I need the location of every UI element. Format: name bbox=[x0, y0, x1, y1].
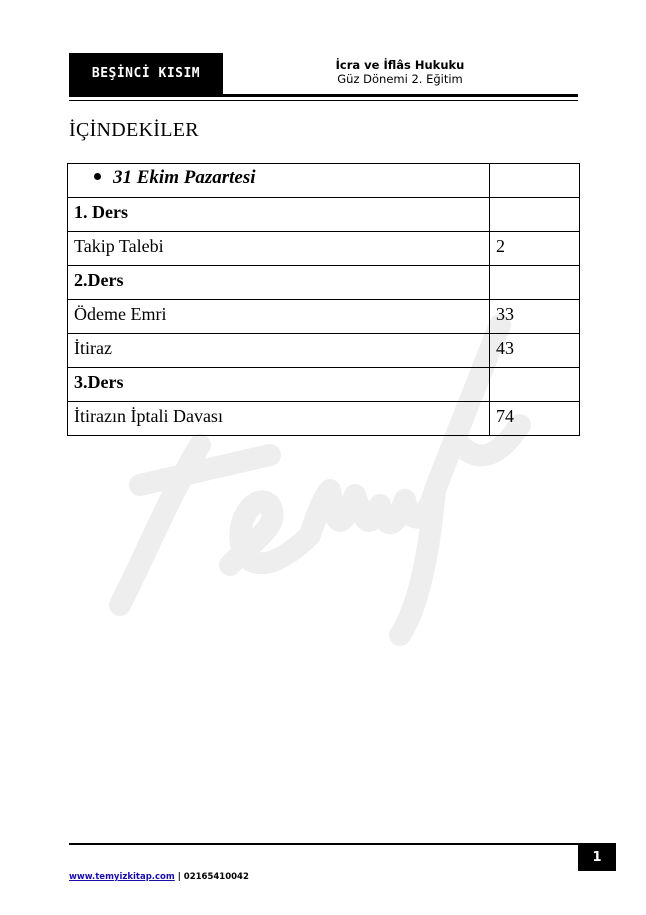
toc-label[interactable]: Takip Talebi bbox=[68, 232, 490, 266]
toc-page bbox=[490, 266, 580, 300]
toc-page: 74 bbox=[490, 402, 580, 436]
header-subtitle: Güz Dönemi 2. Eğitim bbox=[337, 72, 463, 86]
website-link[interactable]: www.temyizkitap.com bbox=[69, 872, 175, 882]
page-number: 1 bbox=[578, 843, 616, 871]
table-row bbox=[68, 198, 580, 232]
header-info bbox=[300, 58, 500, 87]
table-row bbox=[68, 368, 580, 402]
table-row[interactable] bbox=[68, 300, 580, 334]
table-row bbox=[68, 164, 580, 198]
table-row[interactable] bbox=[68, 232, 580, 266]
toc-table bbox=[67, 163, 580, 436]
header-rule-thick bbox=[69, 94, 578, 97]
toc-label: 31 Ekim Pazartesi bbox=[113, 167, 256, 188]
phone-number: 02165410042 bbox=[183, 872, 249, 882]
toc-page bbox=[490, 368, 580, 402]
toc-heading: İÇİNDEKİLER bbox=[69, 119, 199, 141]
table-row bbox=[68, 266, 580, 300]
table-row[interactable] bbox=[68, 402, 580, 436]
toc-date-cell bbox=[68, 164, 490, 198]
toc-page bbox=[490, 164, 580, 198]
toc-page bbox=[490, 198, 580, 232]
toc-label: 1. Ders bbox=[68, 198, 490, 232]
bullet-icon bbox=[94, 173, 101, 180]
table-row[interactable] bbox=[68, 334, 580, 368]
toc-page: 33 bbox=[490, 300, 580, 334]
footer-separator: | bbox=[177, 872, 181, 882]
toc-label[interactable]: İtirazın İptali Davası bbox=[68, 402, 490, 436]
header-rule-thin bbox=[69, 100, 578, 101]
toc-page: 2 bbox=[490, 232, 580, 266]
header-title: İcra ve İflâs Hukuku bbox=[335, 58, 465, 72]
toc-label: 3.Ders bbox=[68, 368, 490, 402]
toc-label: 2.Ders bbox=[68, 266, 490, 300]
footer-rule bbox=[69, 843, 578, 845]
toc-label[interactable]: İtiraz bbox=[68, 334, 490, 368]
section-label: BEŞİNCİ KISIM bbox=[69, 53, 223, 94]
toc-page: 43 bbox=[490, 334, 580, 368]
toc-label[interactable]: Ödeme Emri bbox=[68, 300, 490, 334]
footer-contact bbox=[69, 872, 249, 882]
